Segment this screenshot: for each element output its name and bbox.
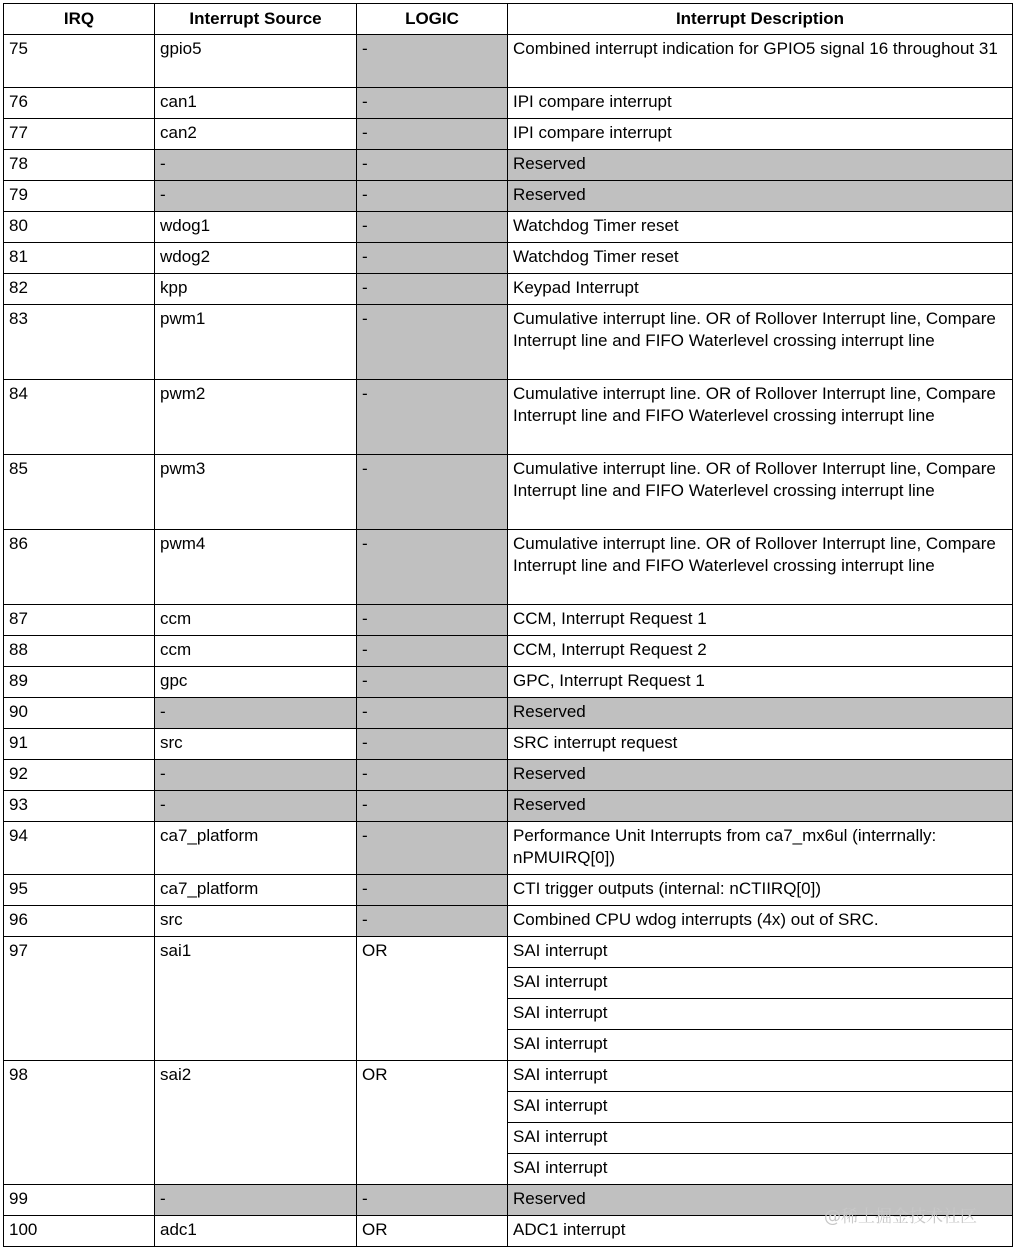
table-row: [4, 119, 1013, 150]
irq-cell: 83: [4, 305, 155, 380]
table-row: [4, 1061, 1013, 1092]
description-cell: SAI interrupt: [508, 1092, 1013, 1123]
header-irq: IRQ: [4, 4, 155, 35]
table-row: [4, 181, 1013, 212]
irq-cell: 82: [4, 274, 155, 305]
source-cell: -: [155, 181, 357, 212]
watermark: @稀土掘金技术社区: [824, 1207, 977, 1227]
source-cell: can1: [155, 88, 357, 119]
logic-cell: -: [357, 119, 508, 150]
source-cell: pwm2: [155, 380, 357, 455]
description-cell: Watchdog Timer reset: [508, 212, 1013, 243]
source-cell: ccm: [155, 636, 357, 667]
irq-cell: 84: [4, 380, 155, 455]
description-cell: SRC interrupt request: [508, 729, 1013, 760]
logic-cell: -: [357, 636, 508, 667]
source-cell: ca7_platform: [155, 875, 357, 906]
description-cell: Reserved: [508, 791, 1013, 822]
logic-cell: -: [357, 212, 508, 243]
irq-cell: 98: [4, 1061, 155, 1185]
logic-cell: -: [357, 530, 508, 605]
source-cell: pwm4: [155, 530, 357, 605]
logic-cell: -: [357, 181, 508, 212]
interrupt-table: [3, 3, 1013, 1247]
logic-cell: -: [357, 906, 508, 937]
description-cell: CTI trigger outputs (internal: nCTIIRQ[0]): [508, 875, 1013, 906]
irq-cell: 100: [4, 1216, 155, 1247]
table-header-row: [4, 4, 1013, 35]
table-row: [4, 530, 1013, 605]
description-cell: SAI interrupt: [508, 968, 1013, 999]
description-cell: Cumulative interrupt line. OR of Rollover Interrupt line, Compare Interrupt line and FIFO Waterlevel crossing interrupt line: [508, 380, 1013, 455]
logic-cell: OR: [357, 937, 508, 1061]
table-row: [4, 937, 1013, 968]
source-cell: src: [155, 906, 357, 937]
description-cell: SAI interrupt: [508, 1154, 1013, 1185]
irq-cell: 79: [4, 181, 155, 212]
logic-cell: -: [357, 1185, 508, 1216]
source-cell: ca7_platform: [155, 822, 357, 875]
table-row: [4, 243, 1013, 274]
table-row: [4, 380, 1013, 455]
table-row: [4, 455, 1013, 530]
logic-cell: -: [357, 380, 508, 455]
logic-cell: -: [357, 35, 508, 88]
description-cell: Keypad Interrupt: [508, 274, 1013, 305]
description-cell: IPI compare interrupt: [508, 119, 1013, 150]
description-cell: SAI interrupt: [508, 999, 1013, 1030]
irq-cell: 92: [4, 760, 155, 791]
table-row: [4, 636, 1013, 667]
description-cell: SAI interrupt: [508, 1061, 1013, 1092]
irq-cell: 78: [4, 150, 155, 181]
logic-cell: -: [357, 88, 508, 119]
source-cell: adc1: [155, 1216, 357, 1247]
logic-cell: -: [357, 822, 508, 875]
irq-cell: 89: [4, 667, 155, 698]
description-cell: GPC, Interrupt Request 1: [508, 667, 1013, 698]
source-cell: -: [155, 698, 357, 729]
description-cell: Reserved: [508, 181, 1013, 212]
source-cell: ccm: [155, 605, 357, 636]
irq-cell: 93: [4, 791, 155, 822]
irq-cell: 75: [4, 35, 155, 88]
irq-cell: 80: [4, 212, 155, 243]
logic-cell: -: [357, 150, 508, 181]
source-cell: gpc: [155, 667, 357, 698]
description-cell: SAI interrupt: [508, 1030, 1013, 1061]
table-row: [4, 35, 1013, 88]
irq-cell: 81: [4, 243, 155, 274]
description-cell: IPI compare interrupt: [508, 88, 1013, 119]
logic-cell: -: [357, 605, 508, 636]
description-cell: Reserved: [508, 760, 1013, 791]
source-cell: gpio5: [155, 35, 357, 88]
logic-cell: -: [357, 305, 508, 380]
description-cell: Combined interrupt indication for GPIO5 signal 16 throughout 31: [508, 35, 1013, 88]
source-cell: src: [155, 729, 357, 760]
table-row: [4, 906, 1013, 937]
description-cell: Watchdog Timer reset: [508, 243, 1013, 274]
table-body: [4, 35, 1013, 1247]
description-cell: Reserved: [508, 698, 1013, 729]
source-cell: wdog1: [155, 212, 357, 243]
table-row: [4, 875, 1013, 906]
table-row: [4, 212, 1013, 243]
logic-cell: OR: [357, 1061, 508, 1185]
source-cell: kpp: [155, 274, 357, 305]
table-row: [4, 88, 1013, 119]
table-row: [4, 605, 1013, 636]
logic-cell: -: [357, 760, 508, 791]
irq-cell: 90: [4, 698, 155, 729]
description-cell: Combined CPU wdog interrupts (4x) out of SRC.: [508, 906, 1013, 937]
source-cell: wdog2: [155, 243, 357, 274]
description-cell: SAI interrupt: [508, 937, 1013, 968]
logic-cell: -: [357, 729, 508, 760]
source-cell: -: [155, 760, 357, 791]
irq-cell: 96: [4, 906, 155, 937]
logic-cell: -: [357, 243, 508, 274]
description-cell: ADC1 interrupt: [508, 1216, 1013, 1247]
header-interrupt-description: Interrupt Description: [508, 4, 1013, 35]
irq-cell: 97: [4, 937, 155, 1061]
table-row: [4, 274, 1013, 305]
header-interrupt-source: Interrupt Source: [155, 4, 357, 35]
table-row: [4, 305, 1013, 380]
description-cell: SAI interrupt: [508, 1123, 1013, 1154]
table-row: [4, 667, 1013, 698]
logic-cell: -: [357, 274, 508, 305]
table-row: [4, 822, 1013, 875]
irq-cell: 91: [4, 729, 155, 760]
source-cell: sai1: [155, 937, 357, 1061]
source-cell: pwm3: [155, 455, 357, 530]
description-cell: Reserved: [508, 150, 1013, 181]
irq-cell: 94: [4, 822, 155, 875]
description-cell: Cumulative interrupt line. OR of Rollover Interrupt line, Compare Interrupt line and FIFO Waterlevel crossing interrupt line: [508, 530, 1013, 605]
irq-cell: 77: [4, 119, 155, 150]
source-cell: -: [155, 791, 357, 822]
description-cell: Performance Unit Interrupts from ca7_mx6ul (interrnally: nPMUIRQ[0]): [508, 822, 1013, 875]
header-logic: LOGIC: [357, 4, 508, 35]
description-cell: Cumulative interrupt line. OR of Rollover Interrupt line, Compare Interrupt line and FIFO Waterlevel crossing interrupt line: [508, 455, 1013, 530]
irq-cell: 76: [4, 88, 155, 119]
irq-cell: 86: [4, 530, 155, 605]
logic-cell: -: [357, 875, 508, 906]
description-cell: CCM, Interrupt Request 2: [508, 636, 1013, 667]
description-cell: CCM, Interrupt Request 1: [508, 605, 1013, 636]
irq-cell: 85: [4, 455, 155, 530]
logic-cell: -: [357, 791, 508, 822]
irq-cell: 95: [4, 875, 155, 906]
table-row: [4, 760, 1013, 791]
logic-cell: -: [357, 698, 508, 729]
source-cell: -: [155, 1185, 357, 1216]
description-cell: Reserved: [508, 1185, 1013, 1216]
logic-cell: -: [357, 455, 508, 530]
source-cell: sai2: [155, 1061, 357, 1185]
table-row: [4, 698, 1013, 729]
table-row: [4, 729, 1013, 760]
source-cell: pwm1: [155, 305, 357, 380]
logic-cell: -: [357, 667, 508, 698]
table-row: [4, 150, 1013, 181]
irq-cell: 87: [4, 605, 155, 636]
description-cell: Cumulative interrupt line. OR of Rollover Interrupt line, Compare Interrupt line and FIFO Waterlevel crossing interrupt line: [508, 305, 1013, 380]
table-row: [4, 791, 1013, 822]
logic-cell: OR: [357, 1216, 508, 1247]
source-cell: -: [155, 150, 357, 181]
irq-cell: 99: [4, 1185, 155, 1216]
source-cell: can2: [155, 119, 357, 150]
irq-cell: 88: [4, 636, 155, 667]
